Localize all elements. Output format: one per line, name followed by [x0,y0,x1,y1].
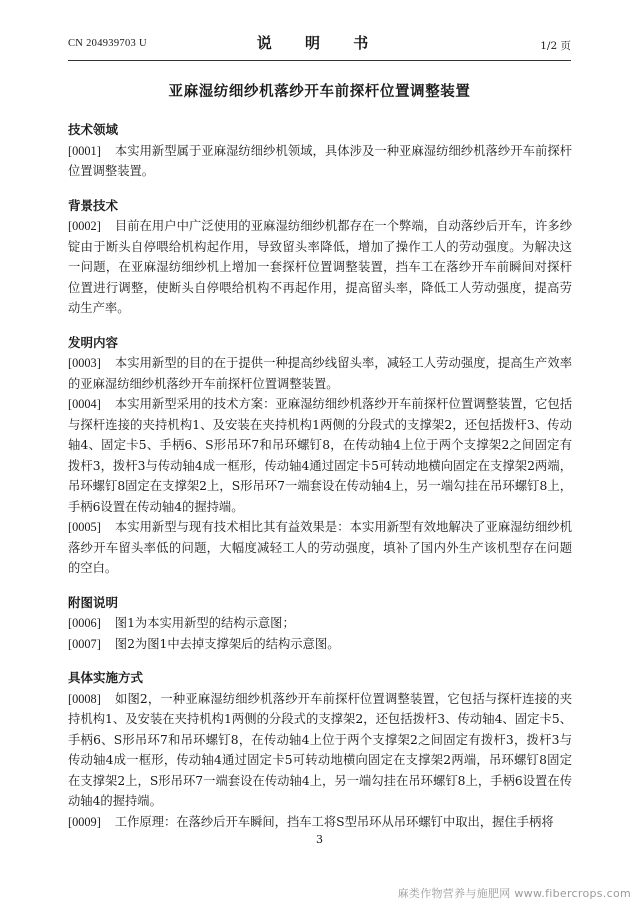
paragraph-number: [0001] [68,143,101,158]
paragraph-text: 目前在用户中广泛使用的亚麻湿纺细纱机都存在一个弊端，自动落纱后开车，许多纱锭由于断头自停喂给机构起作用，导致留头率降低，增加了操作工人的劳动强度。为解决这一问题，在亚麻湿纺细纱机上增加一套探杆位置调整装置，挡车工在落纱开车前瞬间对探杆位置进行调整，使断头自停喂给机构不再起作用，提高留头率，降低工人劳动强度，提高劳动生产率。 [68,219,572,315]
paragraph-text: 本实用新型采用的技术方案：亚麻湿纺细纱机落纱开车前探杆位置调整装置，它包括与探杆连接的夹持机构1、及安装在夹持机构1两侧的分段式的支撑架2，还包括拨杆3、传动轴4、固定卡5、手柄6、S形吊环7和吊环螺钉8，在传动轴4上位于两个支撑架2之间固定有拨杆3，拨杆3与传动轴4成一框形，传动轴4通过固定卡5可转动地横向固定在支撑架2两端，吊环螺钉8固定在支撑架2上，S形吊环7一端套设在传动轴4上，另一端勾挂在吊环螺钉8上，手柄6设置在传动轴4的握持端。 [68,397,572,514]
paragraph-0007 [68,634,572,655]
paragraph-text: 本实用新型的目的在于提供一种提高纱线留头率，减轻工人劳动强度，提高生产效率的亚麻湿纺细纱机落纱开车前探杆位置调整装置。 [68,356,572,391]
paragraph-0003 [68,353,572,394]
paragraph-number: [0003] [68,356,101,370]
section-heading-technical-field: 技术领域 [68,122,119,137]
paragraph-number: [0004] [68,397,101,411]
paragraph-0005 [68,517,572,579]
document-type: 说 明 书 [256,34,383,52]
site-watermark: 麻类作物营养与施肥网 www.fibercrops.com [397,887,631,900]
section-heading-summary: 发明内容 [68,334,119,350]
paragraph-0008 [68,689,572,812]
paragraph-text: 图1为本实用新型的结构示意图； [114,616,295,630]
page-indicator: 1/2 页 [540,40,571,52]
paragraph-number: [0009] [68,814,101,829]
section-heading-background: 背景技术 [68,197,119,213]
paragraph-text: 工作原理：在落纱后开车瞬间，挡车工将S型吊环从吊环螺钉中取出，握住手柄将 [114,814,554,829]
paragraph-text: 如图2，一种亚麻湿纺细纱机落纱开车前探杆位置调整装置，它包括与探杆连接的夹持机构1、及安装在夹持机构1两侧的分段式的支撑架2，还包括拨杆3、传动轴4、固定卡5、手柄6、S形吊环7和吊环螺钉8，在传动轴4上位于两个支撑架2之间固定有拨杆3，拨杆3与传动轴4成一框形，传动轴4通过固定卡5可转动地横向固定在支撑架2两端，吊环螺钉8固定在支撑架2上，S形吊环7一端套设在传动轴4上，另一端勾挂在吊环螺钉8上，手柄6设置在传动轴4的握持端。 [68,691,572,808]
paragraph-number: [0006] [68,616,101,630]
patent-number: CN 204939703 U [68,38,147,49]
page-number: 3 [316,833,323,846]
paragraph-text: 图2为图1中去掉支撑架后的结构示意图。 [114,636,340,651]
paragraph-number: [0008] [68,691,101,706]
page-header [68,30,571,54]
paragraph-number: [0002] [68,219,101,233]
paragraph-number: [0005] [68,520,101,534]
header-divider [68,60,571,61]
paragraph-0001 [68,141,572,182]
paragraph-text: 本实用新型属于亚麻湿纺细纱机领域，具体涉及一种亚麻湿纺细纱机落纱开车前探杆位置调整装置。 [68,143,572,178]
section-heading-drawings: 附图说明 [68,594,119,610]
section-heading-embodiment: 具体实施方式 [68,670,144,685]
document-body [68,120,572,832]
paragraph-number: [0007] [68,636,101,651]
paragraph-0009 [68,812,572,833]
document-title: 亚麻湿纺细纱机落纱开车前探杆位置调整装置 [168,84,471,100]
paragraph-0004 [68,394,572,517]
paragraph-0006 [68,613,572,634]
paragraph-0002 [68,216,572,319]
paragraph-text: 本实用新型与现有技术相比其有益效果是：本实用新型有效地解决了亚麻湿纺细纱机落纱开车留头率低的问题，大幅度减轻工人的劳动强度，填补了国内外生产该机型存在问题的空白。 [68,520,572,575]
